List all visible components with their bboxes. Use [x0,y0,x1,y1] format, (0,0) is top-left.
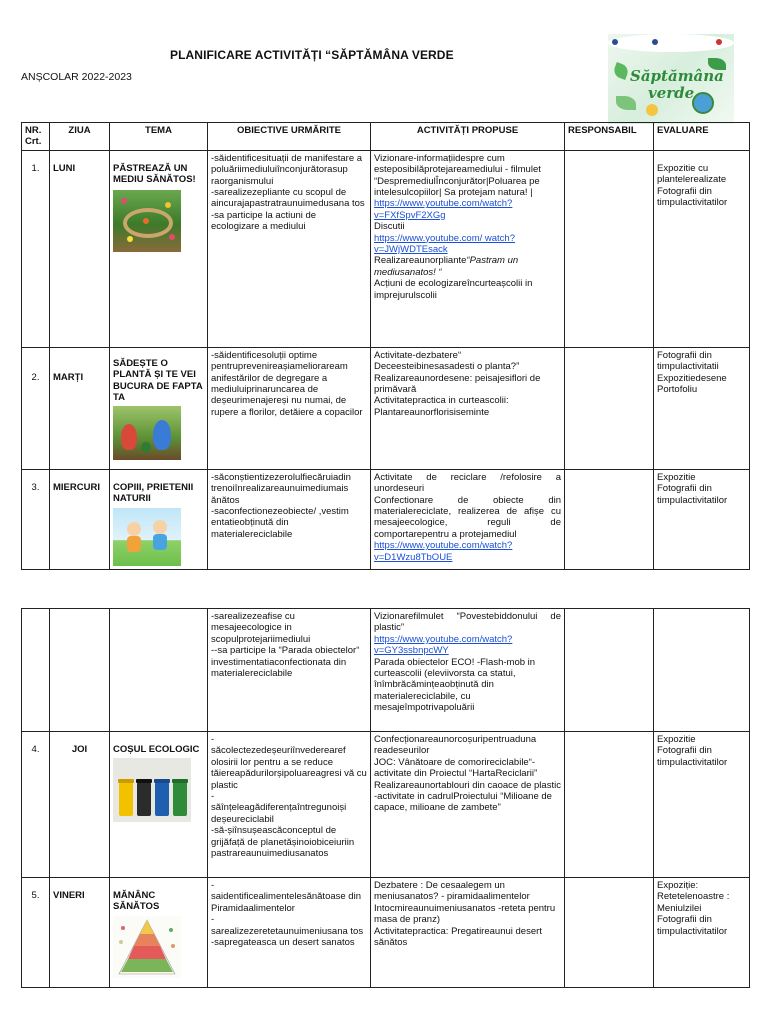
row-day-text: MIERCURI [53,481,100,493]
evaluation-text: Expoziție: [657,880,699,891]
garden-image [113,190,181,252]
table-row [22,609,750,732]
activity-text: Activitatepractica in curteascolii: Plantareaunorflorisiseminte [374,395,509,418]
objective-text: -săidentificesituații de manifestare a poluăriimediuluiînconjurătorasup raorganismului [211,152,363,187]
header-theme: TEMA [110,123,208,151]
youtube-link[interactable]: https://www.youtube.com/watch?v=D1Wzu8TbOUE [374,540,513,563]
objective-text: -saconfectionezeobiecte/ ,vestim entatieobținută din materialereciclabile [211,506,349,540]
objective-text: -săconștientizezerolulfiecăruiadin trenoiînrealizareaunuimediumais ănătos [211,471,351,506]
activity-text: Activitate-dezbatere“ Deceesteibinesasadesti o planta?” [374,349,520,373]
row-activities [371,732,565,878]
row-activities [371,609,565,732]
evaluation-text: Expozitiedesene [657,372,727,384]
activity-text: Intocmireaunuimeniusanatos -reteta pentru masa de pranz) [374,902,556,926]
activities-table-continued [21,608,750,988]
activity-text-plain: Realizareaunorpliante [374,255,467,267]
header-responsible: RESPONSABIL [565,123,654,151]
row-activities [371,878,565,988]
activity-text: Activitatepractica: Pregatireaunui desert sănătos [374,925,542,949]
youtube-link[interactable]: https://www.youtube.com/watch?v=FXfSpvF2XGg [374,198,513,221]
evaluation-text: Fotografii din timpulactivitatilor [657,914,728,937]
evaluation-text: Portofoliu [657,384,698,396]
document-title: PLANIFICARE ACTIVITĂȚI “SĂPTĂMÂNA VERDE [170,48,454,62]
evaluation-text: Fotografii din timpulactivitatilor [657,745,728,768]
row-number-text: 2. [31,371,40,383]
objective-text: - [211,880,215,891]
row-objectives [208,150,371,347]
activities-table [21,122,750,570]
activity-text: Vizionarefilmulet “Povestebiddonului de plastic” [374,611,561,634]
school-year: ANȘCOLAR 2022-2023 [21,71,132,83]
row-theme [110,609,208,732]
table-row [22,878,750,988]
table-header-row [22,123,750,151]
planting-image [113,406,181,460]
evaluation-text: Fotografii din timpulactivitatilor [657,185,728,209]
header-evaluation: EVALUARE [654,123,750,151]
row-number [22,609,50,732]
row-number [22,469,50,569]
objective-text: -sarealizezeafise cu mesajeecologice in scopulprotejariimediului [211,611,311,645]
row-responsible [565,150,654,347]
row-objectives [208,609,371,732]
theme-title: SĂDEȘTE O PLANTĂ ȘI TE VEI BUCURA DE FAPTA TA [113,357,203,404]
row-day [50,732,110,878]
row-theme [110,878,208,988]
activity-text: “DespremediulÎnconjurător|Poluarea pe intelesulcopiilor| Sa protejam natura! | [374,175,540,199]
youtube-link[interactable]: https://www.youtube.com/ watch?v=JWjWDTEsack [374,232,515,256]
table-row [22,347,750,469]
logo-text-line2: verde [648,84,695,102]
row-day-text: JOI [71,744,88,755]
header-objectives: OBIECTIVE URMĂRITE [208,123,371,151]
row-objectives [208,732,371,878]
theme-title: COPIII, PRIETENII NATURII [113,481,194,505]
activity-text: Discutii [374,221,405,233]
activity-text: Confecționareaunorcoșuripentruaduna readeseurilor [374,734,537,757]
objective-text: saidentificealimentelesănătoase din Piramidaalimentelor [211,891,361,914]
objective-text: -sa participe la actiuni de ecologizare a mediului [211,209,317,233]
objective-text: - [211,914,215,926]
activity-text: Realizareaunortablouri din caoace de plastic -activitate in cadrulProiectului “Milioane de capace, milioane de zambete” [374,779,561,814]
row-evaluation [654,150,750,347]
food-pyramid-drawing [113,916,181,978]
objective-text: -sarealizezepliante cu scopul de aincurajapastratraunuimedusana tos [211,187,365,210]
evaluation-text: Fotografii din timpulactivitatilor [657,483,728,506]
header-activities: ACTIVITĂȚI PROPUSE [371,123,565,151]
evaluation-text: Expozitie cu plantelerealizate [657,162,727,186]
row-responsible [565,347,654,469]
row-responsible [565,469,654,569]
activity-text: Parada obiectelor ECO! -Flash-mob in curteascolii (eleviivorsta ca statui, înîmbrăcămințeaobținută din materialereciclabile, cu mesajeîmpotrivapoluării [374,656,536,714]
saptamana-verde-logo [608,34,734,124]
row-responsible [565,609,654,732]
activity-text-italic: “Pastram un mediusanatos! “ [374,255,519,278]
row-objectives [208,878,371,988]
table-row [22,469,750,569]
activity-text: Confectionare de obiecte din materialereciclate, realizerea de afișe cu mesajeecologice, reguli de comportarepentru a protejamediul [374,494,561,540]
row-evaluation [654,732,750,878]
activity-text: Activitate de reciclare /refolosire a unordeseuri [374,471,561,495]
row-theme [110,347,208,469]
row-responsible [565,878,654,988]
row-number-text: 4. [31,744,40,755]
table-row [22,732,750,878]
row-day [50,347,110,469]
objective-text: - [211,791,215,803]
pyramid-image [113,916,181,978]
row-number [22,150,50,347]
row-evaluation [654,878,750,988]
row-activities [371,150,565,347]
row-day [50,469,110,569]
row-number-text: 1. [31,162,40,174]
row-day-text: LUNI [53,162,76,174]
row-day-text: MARȚI [53,371,84,383]
theme-title: MĂNÂNC SĂNĂTOS [113,890,160,913]
theme-title: PĂSTREAZĂ UN MEDIU SĂNĂTOS! [113,162,196,186]
activity-text: Acțiuni de ecologizareîncurteașcolii in imprejurulscolii [374,278,533,301]
row-theme [110,150,208,347]
header-nr: NR. Crt. [22,123,50,151]
kids-image [113,508,181,566]
row-evaluation [654,609,750,732]
row-responsible [565,732,654,878]
objective-text: săînțeleagădiferențaîntregunoiși deșeureciclabil [211,802,347,825]
youtube-link[interactable]: https://www.youtube.com/watch?v=GY3ssbnpcWY [374,633,513,657]
row-evaluation [654,347,750,469]
objective-text: săcolectezedeșeuriînvederearef olosirii lor pentru a se reduce tăiereapădurilorșipoluareagresi vă cu plastic [211,745,367,791]
row-day [50,150,110,347]
logo-text-line1: Săptămâna [630,67,724,85]
row-objectives [208,347,371,469]
objective-text: - [211,734,215,745]
row-theme [110,732,208,878]
activity-text: JOC: Vânătoare de comorireciclabile“- activitate din Proiectul “HartaReciclarii” [374,756,538,780]
evaluation-text: Fotografii din timpulactivitatii [657,349,719,373]
row-day [50,609,110,732]
objective-text: --sa participe la “Parada obiectelor“ investimentatiaconfectionata din materialereciclabile [211,645,360,680]
evaluation-text: Expozitie [657,734,696,745]
objective-text: -sapregateasca un desert sanatos [211,937,355,949]
evaluation-text: Retetelenoastre : Meniulzilei [657,891,730,914]
row-activities [371,347,565,469]
row-activities [371,469,565,569]
row-day-text: VINERI [53,890,85,901]
row-number [22,347,50,469]
theme-title: COȘUL ECOLOGIC [113,744,200,755]
row-number-text: 3. [31,481,40,493]
activity-text: Vizionare-informațiidespre cum esteposibilăprotejareamediului - filmulet [374,152,541,176]
activity-text: Realizareaunordesene: peisajesiflori de primăvară [374,372,541,396]
row-number [22,732,50,878]
bins-image [113,758,191,822]
row-evaluation [654,469,750,569]
evaluation-text: Expozitie [657,471,696,483]
objective-text: -săidentificesoluții optime pentruprevenireașiamelioraream anifestărilor de degregare a mediuluiprinaruncarea de deșeurimenajereși nu numai, de rupere a florilor, detăiere a copacilor [211,349,363,418]
row-number-text: 5. [31,890,40,901]
row-day [50,878,110,988]
row-objectives [208,469,371,569]
activity-text: Dezbatere : De cesaalegem un meniusanatos? - piramidaalimentelor [374,880,530,903]
activity-text [374,255,561,278]
objective-text: sarealizezeretetaunuimeniusana tos [211,925,364,937]
header-day: ZIUA [50,123,110,151]
table-row [22,150,750,347]
row-number [22,878,50,988]
row-theme [110,469,208,569]
objective-text: -să-șiînsușeascăconceptul de grijăfață de planetășinoiobiceiuriin pastrareaunuimediusanatos [211,825,355,860]
